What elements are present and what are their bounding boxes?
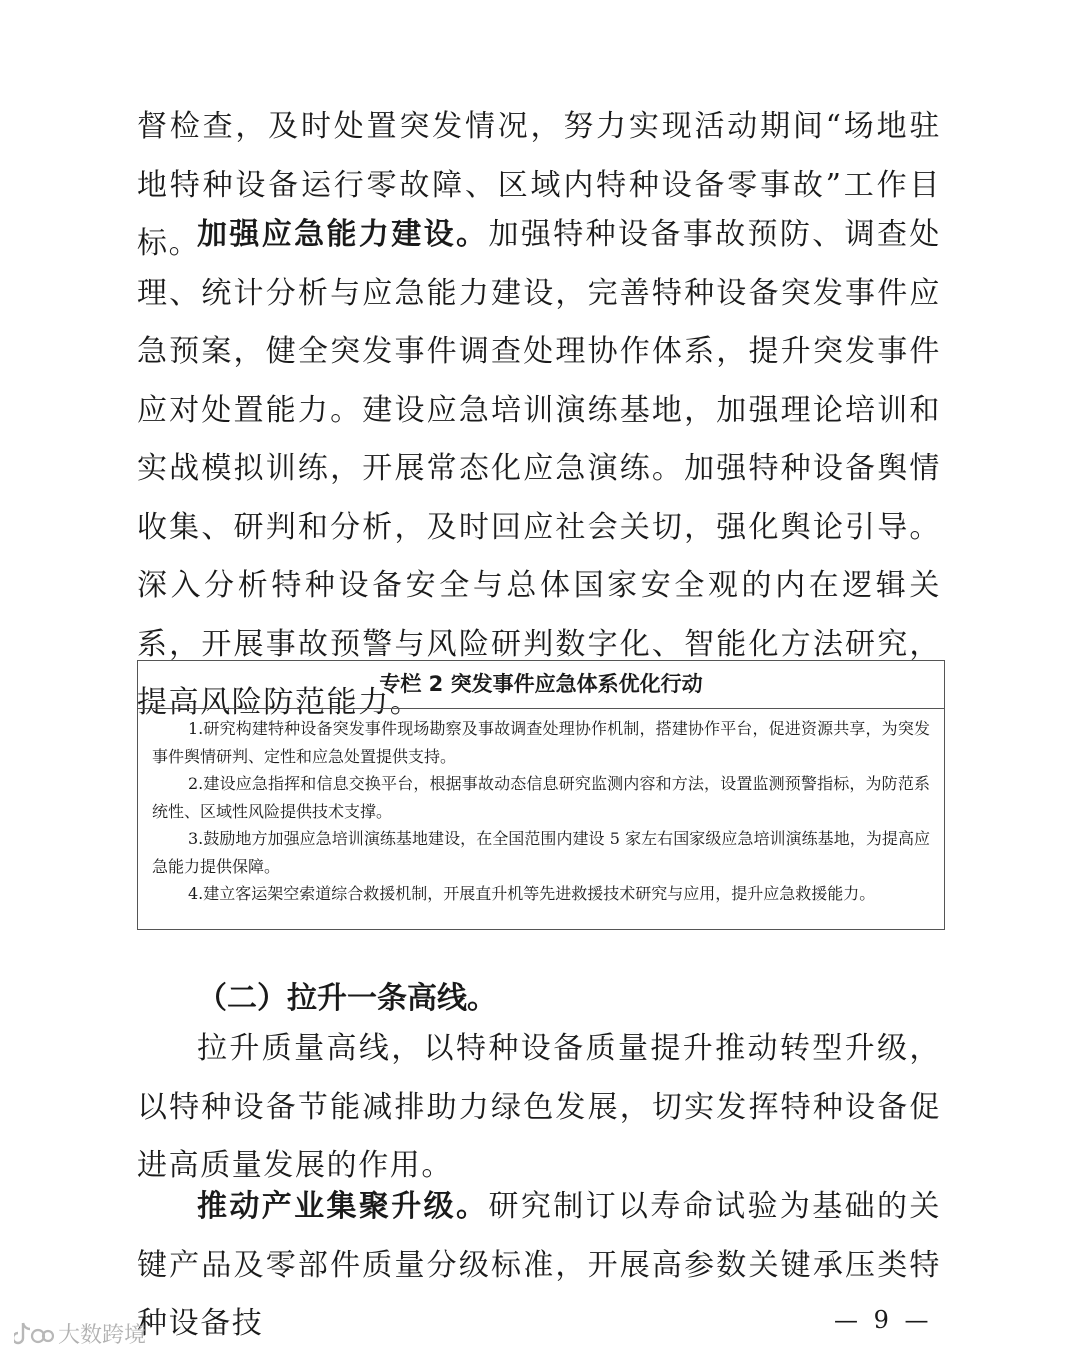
paragraph-industry-upgrade [137,1178,941,1354]
column-box [137,660,945,930]
section-heading: （二）拉升一条高线。 [197,981,497,1016]
watermark [14,1318,146,1349]
column-box-item: 2.建设应急指挥和信息交换平台，根据事故动态信息研究监测内容和方法，设置监测预警指标，为防范系统性、区域性风险提供技术支撑。 [152,774,930,821]
column-box-title: 专栏 2 突发事件应急体系优化行动 [138,661,944,709]
paragraph-lead: 推动产业集聚升级。 [197,1189,489,1224]
column-box-item: 3.鼓励地方加强应急培训演练基地建设，在全国范围内建设 5 家左右国家级应急培训演练基地，为提高应急能力提供保障。 [152,829,930,876]
paragraph-lead: 加强应急能力建设。 [197,217,489,252]
watermark-text: 大数跨境 [58,1323,147,1348]
tiktok-logo-icon [14,1321,54,1347]
column-box-item: 1.研究构建特种设备突发事件现场勘察及事故调查处理协作机制，搭建协作平台，促进资源共享，为突发事件舆情研判、定性和应急处置提供支持。 [152,719,930,766]
paragraph-continued: 督检查，及时处置突发情况，努力实现活动期间“场地驻地特种设备运行零故障、区域内特种设备零事故”工作目标。 [137,109,941,261]
column-box-items [138,709,944,908]
paragraph-emergency-capability [137,206,941,733]
page-number: — 9 — [834,1306,933,1334]
paragraph-quality-line: 拉升质量高线，以特种设备质量提升推动转型升级，以特种设备节能减排助力绿色发展，切实发挥特种设备促进高质量发展的作用。 [137,1031,941,1183]
paragraph-body: 研究制订以寿命试验为基础的关键产品及零部件质量分级标准，开展高参数关键承压类特种设备技 [137,1189,941,1341]
paragraph-body: 加强特种设备事故预防、调查处理、统计分析与应急能力建设，完善特种设备突发事件应急预案，健全突发事件调查处理协作体系，提升突发事件应对处置能力。建设应急培训演练基地，加强理论培训和实战模拟训练，开展常态化应急演练。加强特种设备舆情收集、研判和分析，及时回应社会关切，强化舆论引导。深入分析特种设备安全与总体国家安全观的内在逻辑关系，开展事故预警与风险研判数字化、智能化方法研究，提高风险防范能力。 [137,217,941,720]
column-box-item: 4.建立客运架空索道综合救援机制，开展直升机等先进救援技术研究与应用，提升应急救援能力。 [188,884,876,903]
